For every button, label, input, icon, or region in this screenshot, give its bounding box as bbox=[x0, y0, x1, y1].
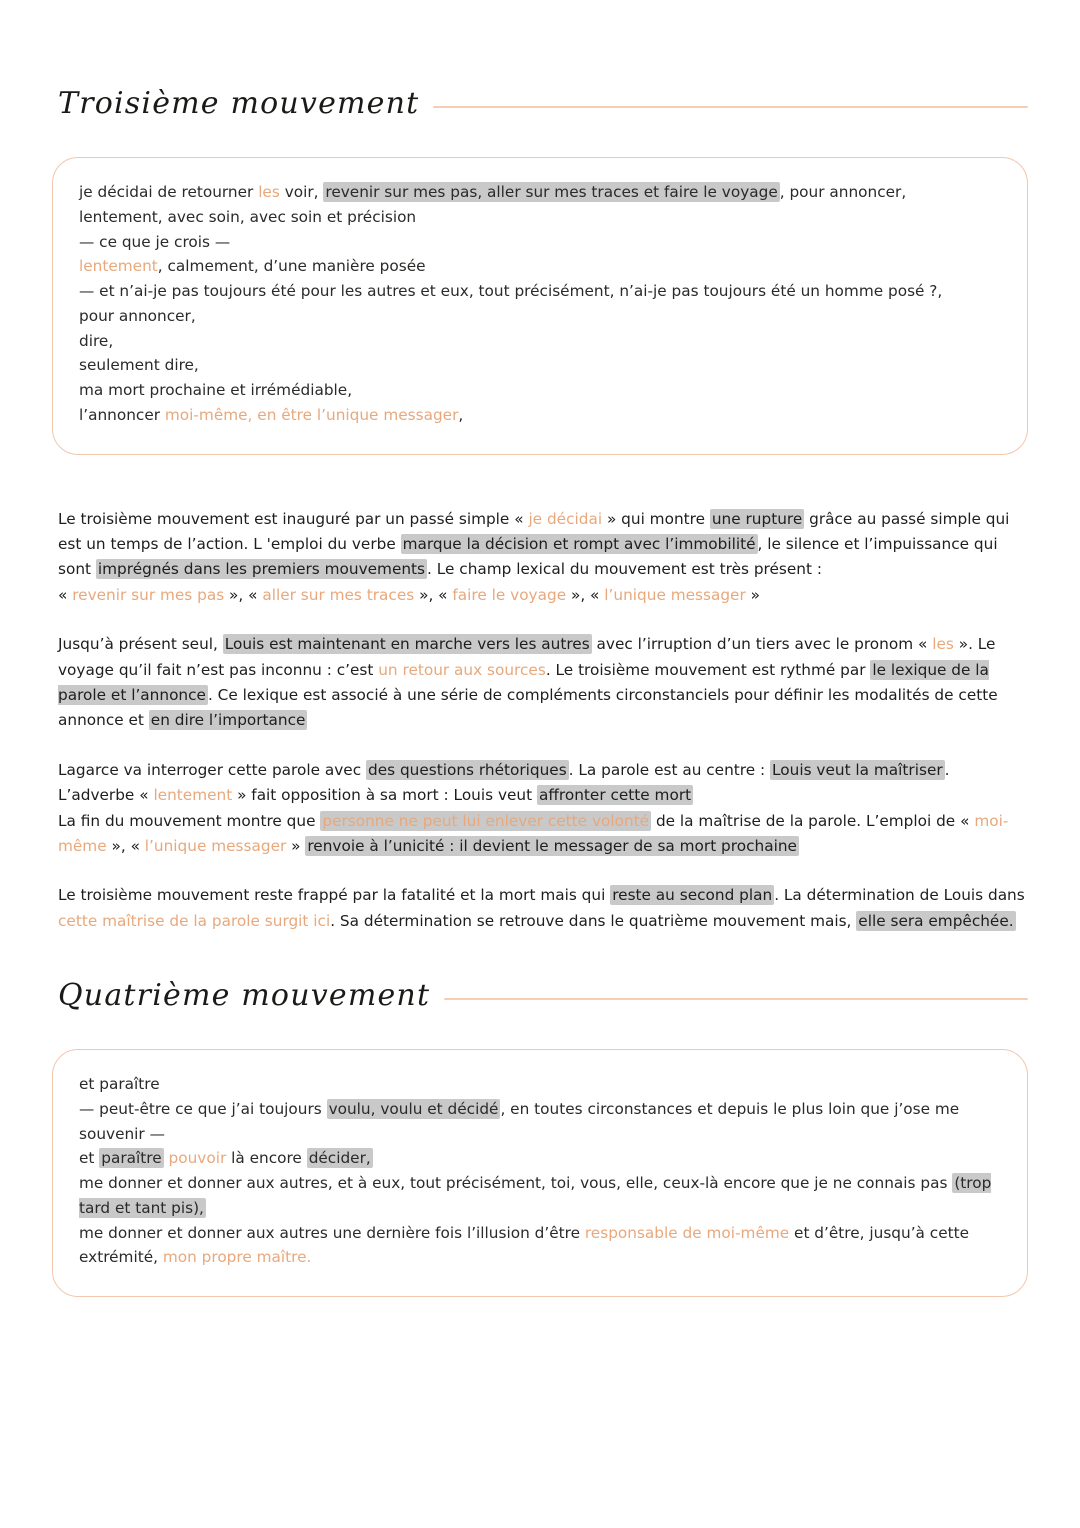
quote-line: dire, bbox=[79, 331, 114, 350]
accent-text: revenir sur mes pas bbox=[72, 585, 225, 604]
quote-line: seulement dire, bbox=[79, 356, 199, 375]
commentary-paragraph: Le troisième mouvement reste frappé par la fatalité et la mort mais qui reste au second plan . La détermination de Louis dans cette maîtrise de la parole surgit ici. Sa détermination se retrouve dans le quatrième mouvement mais, elle sera empêchée. bbox=[58, 886, 1025, 930]
highlighted-text: imprégnés dans les premiers mouvements bbox=[97, 560, 426, 579]
highlighted-text: Louis est maintenant en marche vers les autres bbox=[224, 635, 590, 654]
commentary-paragraph: Le troisième mouvement est inauguré par un passé simple « je décidai » qui montre une rupture grâce au passé simple qui est un temps de l’action. L 'emploi du verbe marque la décision et rompt avec l’immobilité , le silence et l’impuissance qui sont imprégnés dans les premiers mouvements . Le champ lexical du mouvement est très présent : « revenir sur mes pas », « aller sur mes traces », « faire le voyage », « l’unique messager » bbox=[58, 509, 1010, 604]
quote-line: lentement, calmement, d’une manière posée bbox=[79, 257, 426, 276]
section-title: Quatrième mouvement bbox=[58, 978, 431, 1014]
quote-card-quatrieme-mouvement bbox=[52, 1049, 1028, 1297]
quote-line: et paraître pouvoir là encore décider, bbox=[79, 1149, 371, 1168]
quote-line: pour annoncer, bbox=[79, 306, 196, 325]
quote-line: je décidai de retourner les voir, revenir sur mes pas, aller sur mes traces et faire le voyage , pour annoncer, bbox=[79, 183, 907, 201]
highlighted-text: elle sera empêchée. bbox=[858, 911, 1014, 930]
highlighted-text: renvoie à l’unicité : il devient le messager de sa mort prochaine bbox=[307, 836, 797, 855]
quote-line: — ce que je crois — bbox=[79, 232, 231, 251]
section-heading-quatrieme-mouvement bbox=[58, 978, 1028, 1013]
accent-text: faire le voyage bbox=[452, 585, 567, 604]
highlighted-text: une rupture bbox=[711, 509, 803, 528]
accent-text: l’unique messager bbox=[144, 836, 287, 855]
accent-text: mon propre maître. bbox=[162, 1248, 312, 1267]
quote-line: l’annoncer moi-même, en être l’unique messager, bbox=[79, 405, 464, 424]
quote-line: me donner et donner aux autres, et à eux, tout précisément, toi, vous, elle, ceux-là encore que je ne connais pas (trop tard et tant pis), bbox=[79, 1174, 992, 1217]
accent-text: l’unique messager bbox=[604, 585, 746, 604]
quote-line: ma mort prochaine et irrémédiable, bbox=[79, 381, 353, 400]
highlighted-text: revenir sur mes pas, aller sur mes traces et faire le voyage bbox=[325, 183, 778, 201]
accent-text: je décidai bbox=[528, 509, 603, 528]
heading-divider bbox=[444, 998, 1028, 1000]
commentary-paragraph: Lagarce va interroger cette parole avec des questions rhétoriques . La parole est au centre : Louis veut la maîtriser . L’adverbe « lentement » fait opposition à sa mort : Louis veut affronter cette mort La fin du mouvement montre que personne ne peut lui enlever cette volonté de la maîtrise de la parole. L’emploi de « moi-même », « l’unique messager » renvoie à l’unicité : il devient le messager de sa mort prochaine bbox=[58, 760, 1009, 855]
highlighted-text: (trop tard et tant pis), bbox=[79, 1174, 992, 1217]
highlighted-text: paraître bbox=[101, 1149, 162, 1168]
accent-text: aller sur mes traces bbox=[262, 585, 415, 604]
section-title: Troisième mouvement bbox=[58, 86, 420, 121]
highlighted-text: voulu, voulu et décidé bbox=[328, 1099, 499, 1118]
quote-card-troisieme-mouvement bbox=[52, 157, 1028, 455]
accent-text: moi-même, en être l’unique messager bbox=[164, 405, 459, 424]
section-spacer bbox=[52, 934, 1028, 978]
accent-text: pouvoir bbox=[168, 1149, 227, 1168]
accent-text: les bbox=[258, 183, 280, 201]
commentary-paragraph: Jusqu’à présent seul, Louis est maintenant en marche vers les autres avec l’irruption d’un tiers avec le pronom « les ». Le voyage qu’il fait n’est pas inconnu : c’est un retour aux sources. Le troisième mouvement est rythmé par le lexique de la parole et l’annonce . Ce lexique est associé à une série de compléments circonstanciels pour définir les modalités de cette annonce et en dire l’importance bbox=[58, 635, 998, 730]
highlighted-text: affronter cette mort bbox=[538, 786, 692, 805]
accent-text: moi-même bbox=[58, 811, 1009, 855]
accent-text: les bbox=[932, 635, 954, 654]
accent-text: lentement bbox=[79, 257, 158, 276]
highlighted-text: décider, bbox=[308, 1149, 371, 1168]
quote-line: me donner et donner aux autres une dernière fois l’illusion d’être responsable de moi-même et d’être, jusqu’à cette extrémité, mon propre maître. bbox=[79, 1223, 970, 1267]
highlighted-text: marque la décision et rompt avec l’immobilité bbox=[402, 535, 756, 554]
highlighted-text: reste au second plan bbox=[612, 886, 773, 905]
section-heading-troisieme-mouvement bbox=[58, 86, 1028, 121]
heading-divider bbox=[433, 106, 1028, 108]
quote-line: — et n’ai-je pas toujours été pour les autres et eux, tout précisément, n’ai-je pas toujours été un homme posé ?, bbox=[79, 282, 943, 301]
accent-text: lentement bbox=[153, 786, 233, 805]
quote-line: lentement, avec soin, avec soin et précision bbox=[79, 207, 417, 226]
accent-highlighted-text: personne ne peut lui enlever cette volonté bbox=[322, 811, 650, 830]
highlighted-text: le lexique de la parole et l’annonce bbox=[58, 660, 989, 704]
quote-line: et paraître bbox=[79, 1075, 160, 1094]
highlighted-text: des questions rhétoriques bbox=[367, 760, 567, 779]
commentary-block bbox=[52, 507, 1028, 934]
accent-text: cette maîtrise de la parole surgit ici bbox=[58, 911, 331, 930]
accent-text: un retour aux sources bbox=[378, 660, 546, 679]
highlighted-text: en dire l’importance bbox=[150, 711, 306, 730]
accent-text: responsable de moi-même bbox=[584, 1223, 790, 1242]
highlighted-text: Louis veut la maîtriser bbox=[772, 760, 943, 779]
quote-line: — peut-être ce que j’ai toujours voulu, voulu et décidé , en toutes circonstances et depuis le plus loin que j’ose me souvenir — bbox=[79, 1099, 960, 1143]
